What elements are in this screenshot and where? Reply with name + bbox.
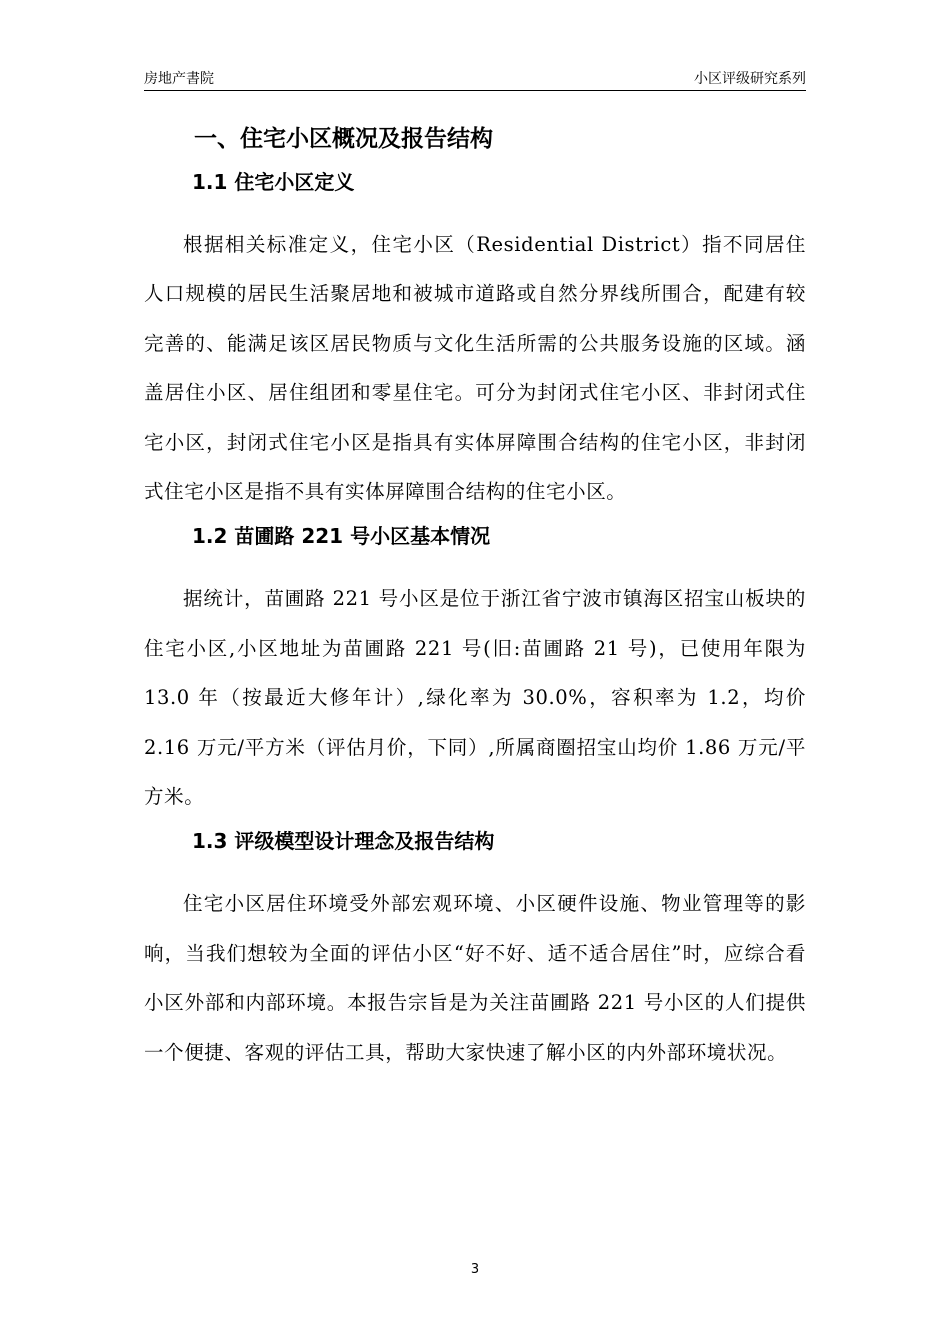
section-heading-1-2: 1.2 苗圃路 221 号小区基本情况 bbox=[192, 524, 491, 549]
header-publisher: 房地产書院 bbox=[144, 71, 214, 87]
section-heading-1-3: 1.3 评级模型设计理念及报告结构 bbox=[192, 829, 495, 854]
page-number: 3 bbox=[470, 1262, 480, 1277]
page-content bbox=[144, 116, 806, 1077]
header-series-title: 小区评级研究系列 bbox=[694, 71, 806, 87]
page-header bbox=[144, 66, 806, 91]
section-paragraph-1-3: 住宅小区居住环境受外部宏观环境、小区硬件设施、物业管理等的影响，当我们想较为全面的评估小区“好不好、适不适合居住”时，应综合看小区外部和内部环境。本报告宗旨是为关注苗圃路 221 号小区的人们提供一个便捷、客观的评估工具，帮助大家快速了解小区的内外部环境状况。 bbox=[144, 892, 806, 1064]
section-heading-1-1: 1.1 住宅小区定义 bbox=[192, 170, 355, 194]
section-paragraph-1-1: 根据相关标准定义，住宅小区（Residential District）指不同居住人口规模的居民生活聚居地和被城市道路或自然分界线所围合，配建有较完善的、能满足该区居民物质与文化生活所需的公共服务设施的区域。涵盖居住小区、居住组团和零星住宅。可分为封闭式住宅小区、非封闭式住宅小区，封闭式住宅小区是指具有实体屏障围合结构的住宅小区，非封闭式住宅小区是指不具有实体屏障围合结构的住宅小区。 bbox=[144, 233, 806, 504]
chapter-title: 一、住宅小区概况及报告结构 bbox=[194, 126, 493, 152]
section-paragraph-1-2: 据统计，苗圃路 221 号小区是位于浙江省宁波市镇海区招宝山板块的住宅小区,小区地址为苗圃路 221 号(旧:苗圃路 21 号)，已使用年限为 13.0 年（按最近大修年计）,绿化率为 30.0%，容积率为 1.2，均价 2.16 万元/平方米（评估月价，下同）,所属商圈招宝山均价 1.86 万元/平方米。 bbox=[144, 587, 806, 809]
